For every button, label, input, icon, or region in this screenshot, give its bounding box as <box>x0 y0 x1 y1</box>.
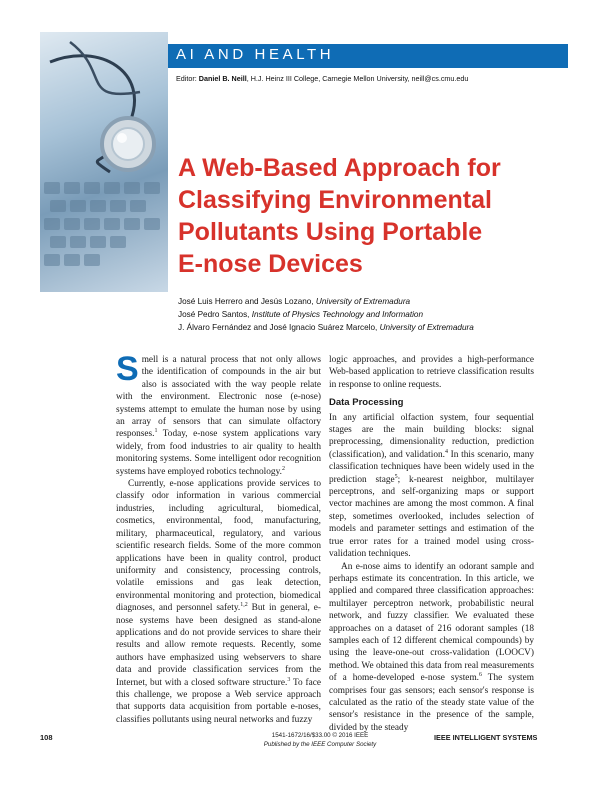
paragraph-text: But in general, e-nose systems have been designed as stand-alone applications and do not provide services to share their results and allow remote requests. Recently, some authors have emphasized using webservers to share data and provide classification services from the Internet, but with a closed software structure. <box>116 603 321 688</box>
paragraph-text: ; k-nearest neighbor, multilayer perceptrons, and self-organizing maps or support vector machines are among the most common. A final step, sometimes overlooked, includes selection of models and parameter settings and estimation of the true error rates for a trained model using cross-validation techniques. <box>329 474 534 560</box>
magazine-name: IEEE INTELLIGENT SYSTEMS <box>434 733 538 742</box>
title-line: A Web-Based Approach for <box>178 154 501 182</box>
citation-ref: 3 <box>287 676 291 683</box>
body-column-left <box>116 350 321 726</box>
title-line: E-nose Devices <box>178 250 363 278</box>
article-title <box>178 152 568 280</box>
author-affiliation: Institute of Physics Technology and Information <box>251 310 424 319</box>
title-line: Pollutants Using Portable <box>178 218 483 246</box>
stethoscope-illustration <box>40 32 168 292</box>
page-number: 108 <box>40 733 53 742</box>
editor-line <box>176 74 468 83</box>
author-line <box>178 295 474 308</box>
paragraph <box>329 412 534 561</box>
paragraph-text: In any artificial olfaction system, four sequential stages are the main building blocks: signal preprocessing, dimensionality reduction, prediction (classification), and validation. <box>329 412 534 460</box>
paragraph-text: In this scenario, many classification techniques have been widely used in the prediction stage <box>329 449 534 485</box>
paragraph-text: To face this challenge, we propose a Web service approach that supports data acquisition from portable e-noses, classifies pollutants using neural networks and fuzzy <box>116 677 321 725</box>
author-names: José Pedro Santos, <box>178 310 250 319</box>
citation-ref: 2 <box>281 465 285 472</box>
paragraph <box>116 350 321 478</box>
paragraph: logic approaches, and provides a high-performance Web-based application to retrieve classification results in response to online requests. <box>329 355 534 390</box>
section-banner-title: AI AND HEALTH <box>176 46 335 63</box>
title-line: Classifying Environmental <box>178 186 492 214</box>
paragraph-text: mell is a natural process that not only allows the identification of compounds in the air but also is associated with the way people relate with the environment. Electronic nose (e-nose) systems attempt to emulate the human nose by using an array of sensors that can simulate olfactory responses. <box>116 355 321 440</box>
editor-affiliation: , H.J. Heinz III College, Carnegie Mellon University, neill@cs.cmu.edu <box>246 74 469 83</box>
editor-name: Daniel B. Neill <box>198 74 247 83</box>
author-line <box>178 308 474 321</box>
paragraph <box>116 478 321 726</box>
author-list <box>178 295 474 334</box>
paragraph-text: Currently, e-nose applications provide services to classify odor information in various commercial industries, including agricultural, biomedical, cosmetics, environmental, food, manufacturing, military, pharmaceutical, regulatory, and various scientific research fields. Some of the more common applications have been in quality control, product uniformity and consistency, processing controls, volatile emissions and gas leak detection, environmental monitoring and protection, biomedical diagnoses, and personnel safety. <box>116 479 321 614</box>
author-line <box>178 321 474 334</box>
copyright-text: 1541-1672/16/$33.00 © 2016 IEEE <box>271 732 369 739</box>
dropcap: S <box>116 350 139 388</box>
citation-ref: 4 <box>444 448 448 455</box>
body-column-right <box>329 354 534 734</box>
author-affiliation: University of Extremadura <box>315 297 411 306</box>
publisher-text: Published by the IEEE Computer Society <box>263 740 377 748</box>
paragraph-text: An e-nose aims to identify an odorant sample and perhaps estimate its concentration. In this article, we applied and compared three classification approaches: multilayer perceptron network, probabilistic neural network, and fuzzy classifier. We evaluated these approaches on a dataset of 216 odorant samples (18 samples each of 12 different chemical compounds) by using the leave-one-out cross-validation (LOOCV) method. We obtained this data from real measurements of a home-developed e-nose system. <box>329 561 534 684</box>
editor-label: Editor: <box>176 74 197 83</box>
footer-copyright <box>210 732 430 749</box>
citation-ref: 1 <box>154 428 158 435</box>
section-heading: Data Processing <box>329 397 404 409</box>
citation-ref: 6 <box>479 672 482 679</box>
paragraph <box>329 561 534 735</box>
paragraph-text: The system comprises four gas sensors; each sensor's response is calculated as the ratio of the steady state value of the sensor's resistance in the presence of the sample, divided by the steady <box>329 673 534 733</box>
author-names: J. Álvaro Fernández and José Ignacio Suárez Marcelo, <box>178 323 378 332</box>
author-affiliation: University of Extremadura <box>379 323 474 332</box>
author-names: José Luis Herrero and Jesús Lozano, <box>178 297 314 306</box>
paragraph-text: Today, e-nose system applications vary widely, from food industries to air quality to health monitoring systems. Some intelligent odor recognition systems have employed robotics technology. <box>116 429 321 477</box>
citation-ref: 5 <box>394 473 398 480</box>
citation-ref: 1,2 <box>240 602 248 609</box>
hero-image-stethoscope-keyboard <box>40 32 168 292</box>
